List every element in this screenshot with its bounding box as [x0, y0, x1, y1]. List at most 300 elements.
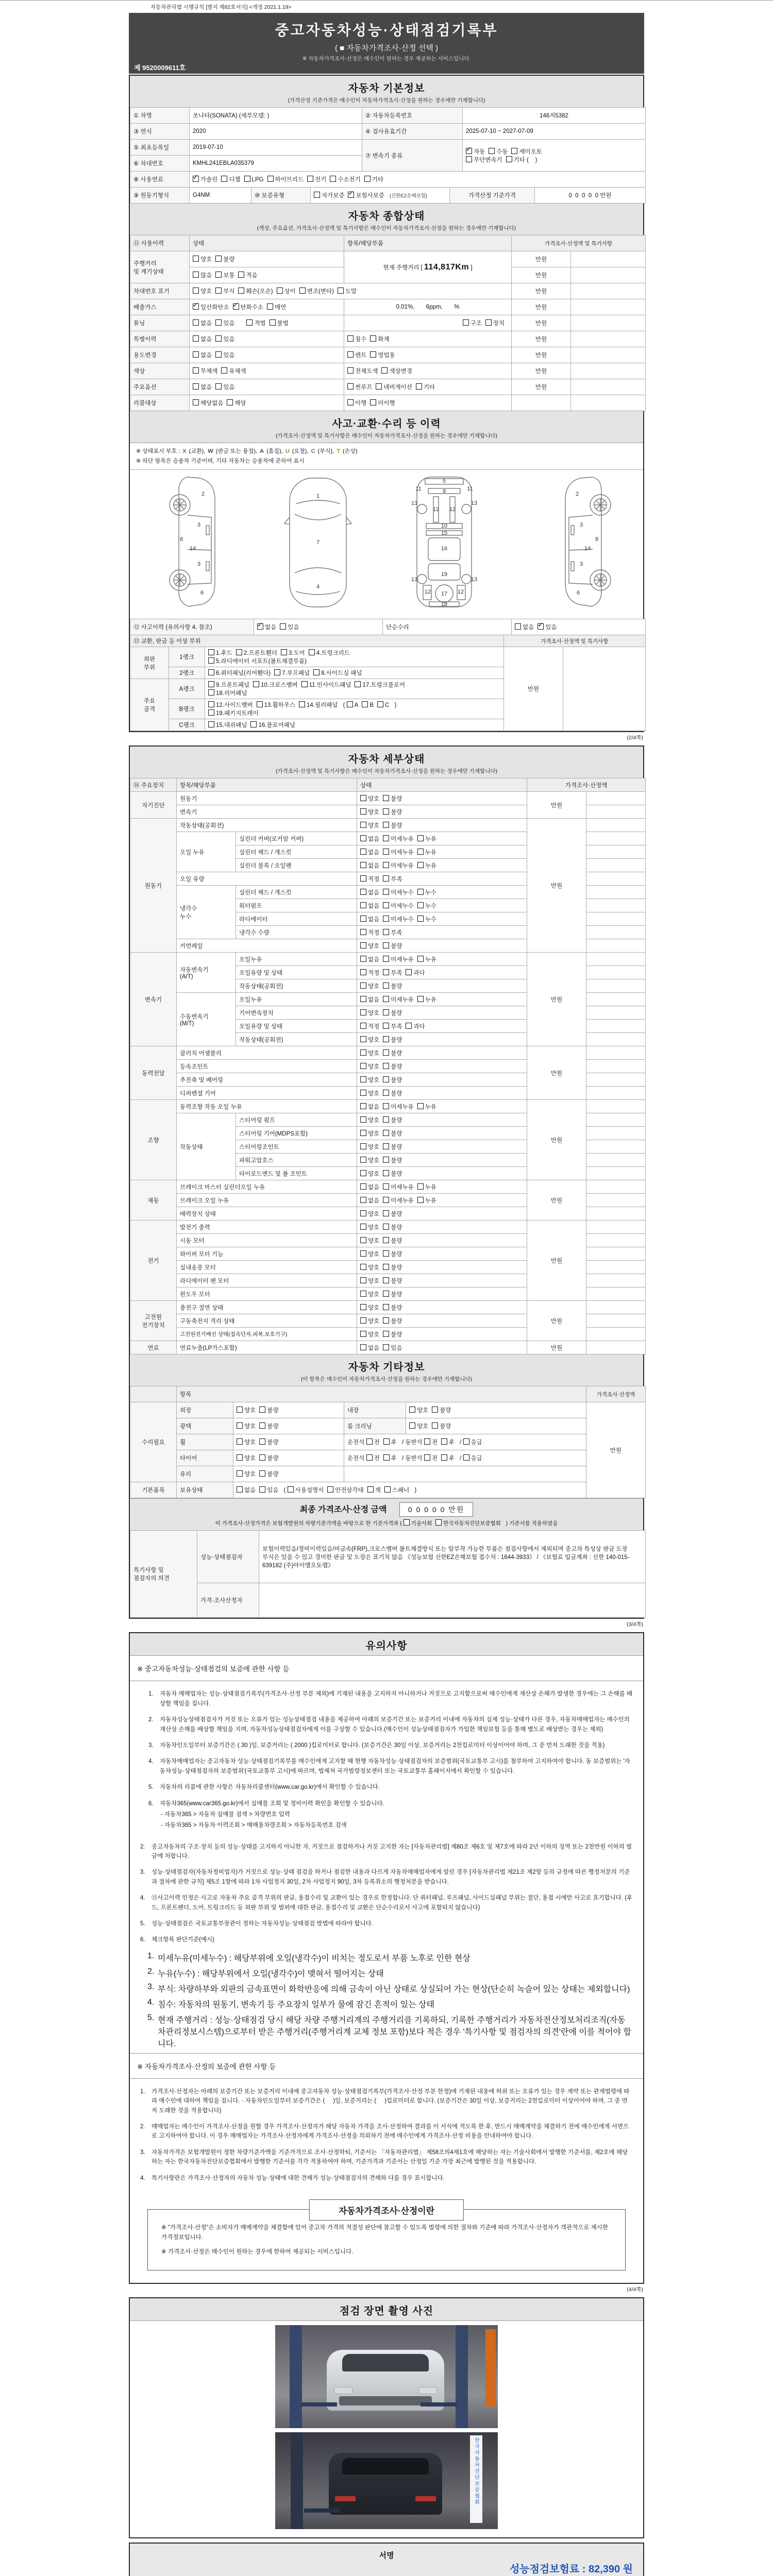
- checkbox-cell: [205, 719, 504, 731]
- checkbox-option[interactable]: [432, 1406, 451, 1414]
- checkbox-option[interactable]: [244, 176, 264, 183]
- checkbox-label: 미세누수: [391, 889, 414, 896]
- checkbox-cell: [233, 1402, 344, 1418]
- unchecked-box-icon: [360, 1317, 366, 1324]
- unchecked-box-icon: [406, 1023, 412, 1029]
- checkbox-option[interactable]: [383, 1036, 402, 1044]
- checkbox-option[interactable]: [360, 1076, 379, 1084]
- checkbox-option[interactable]: [383, 1223, 402, 1231]
- checkbox-option[interactable]: [383, 1129, 402, 1138]
- checkbox-option[interactable]: [360, 1103, 379, 1111]
- checkbox-option[interactable]: [417, 848, 436, 856]
- checkbox-option[interactable]: [360, 1062, 379, 1071]
- checkbox-option[interactable]: [360, 835, 379, 843]
- checkbox-option[interactable]: [383, 1089, 402, 1097]
- table-cell: 스티어링조인트: [236, 1140, 357, 1154]
- checkbox-option[interactable]: [381, 367, 412, 375]
- unchecked-box-icon: [417, 996, 424, 1002]
- checkbox-option[interactable]: [360, 794, 379, 803]
- checkbox-option[interactable]: [384, 1486, 409, 1494]
- checkbox-option[interactable]: [193, 351, 212, 359]
- checkbox-option[interactable]: [347, 335, 366, 343]
- unchecked-box-icon: [360, 1103, 366, 1109]
- checkbox-option[interactable]: [383, 995, 413, 1004]
- checkbox-option[interactable]: [383, 1156, 402, 1164]
- checkbox-label: 양호: [368, 1224, 380, 1231]
- checkbox-option[interactable]: [360, 969, 379, 977]
- checkbox-label: 구조: [470, 320, 482, 327]
- checkbox-label: 15.대쉬패널: [216, 722, 247, 729]
- checkbox-option[interactable]: [383, 1303, 402, 1312]
- checkbox-option[interactable]: [383, 1143, 402, 1151]
- checkbox-option[interactable]: [246, 319, 265, 327]
- checkbox-option[interactable]: [193, 399, 223, 407]
- checkbox-option[interactable]: [360, 955, 379, 963]
- table-cell: 파워고압호스: [236, 1154, 357, 1167]
- checkbox-option[interactable]: [511, 147, 542, 156]
- checkbox-option[interactable]: [347, 399, 366, 407]
- checkbox-option[interactable]: [417, 1196, 436, 1205]
- checkbox-option[interactable]: [288, 1486, 324, 1494]
- unchecked-box-icon: [309, 649, 315, 655]
- checkbox-option[interactable]: [489, 147, 508, 156]
- checkbox-option[interactable]: [383, 1344, 402, 1352]
- checkbox-option[interactable]: [417, 888, 436, 896]
- checkbox-option[interactable]: [417, 955, 436, 963]
- checkbox-option[interactable]: [360, 1009, 379, 1017]
- unchecked-box-icon: [360, 929, 366, 935]
- checked-box-icon: [233, 303, 239, 310]
- checkbox-option[interactable]: [193, 383, 212, 391]
- table-cell: 연료누출(LP가스포함): [177, 1341, 357, 1354]
- checkbox-option[interactable]: [360, 861, 379, 870]
- unchecked-box-icon: [227, 399, 233, 405]
- checkbox-option[interactable]: [215, 287, 234, 295]
- checkbox-option[interactable]: [383, 1009, 402, 1017]
- checkbox-option[interactable]: [383, 835, 413, 843]
- checkbox-option[interactable]: [215, 255, 234, 263]
- checkbox-option[interactable]: [299, 701, 338, 709]
- checkbox-option[interactable]: [463, 1438, 482, 1446]
- final-price-band: [130, 1498, 643, 1531]
- checkbox-option[interactable]: [360, 928, 379, 937]
- price-cell: 만원: [512, 299, 571, 315]
- checkbox-option[interactable]: [360, 1170, 379, 1178]
- checkbox-label: 보험사보증: [356, 193, 384, 199]
- table-cell: 오일유량 및 상태: [236, 1020, 357, 1033]
- checkbox-option[interactable]: [193, 271, 212, 279]
- checkbox-option[interactable]: [360, 1303, 379, 1312]
- checkbox-option[interactable]: [238, 287, 273, 295]
- checkbox-option[interactable]: [360, 1129, 379, 1138]
- checkbox-option[interactable]: [215, 335, 234, 343]
- checkbox-option[interactable]: [441, 1438, 455, 1446]
- checkbox-option[interactable]: [463, 319, 482, 327]
- workshop-banner-icon: [485, 2329, 496, 2406]
- checkbox-option[interactable]: [376, 383, 412, 391]
- checkbox-option[interactable]: [360, 1344, 379, 1352]
- checkbox-option[interactable]: [227, 399, 246, 407]
- checkbox-cell: [357, 1113, 527, 1127]
- table-cell: 구동축전지 격리 상태: [177, 1314, 357, 1328]
- checkbox-option[interactable]: [347, 367, 378, 375]
- checkbox-option[interactable]: [280, 623, 299, 631]
- table-cell: 가격조사·산정액: [527, 778, 646, 792]
- checkbox-label: 세미오토: [519, 148, 542, 155]
- checkbox-option[interactable]: [208, 681, 249, 689]
- checkbox-option[interactable]: [330, 175, 360, 183]
- checkbox-option[interactable]: [208, 649, 232, 657]
- checkbox-option[interactable]: [383, 902, 413, 910]
- checkbox-option[interactable]: [383, 1170, 402, 1178]
- checkbox-cell: [357, 1154, 527, 1167]
- checkbox-option[interactable]: [417, 995, 436, 1004]
- checkbox-option[interactable]: [463, 1454, 482, 1462]
- checkbox-option[interactable]: [327, 1486, 364, 1494]
- notice-subitem: 1. 미세누유(미세누수) : 해당부위에 오일(냉각수)이 비치는 정도로서 부품 노후로 인한 현상: [147, 1951, 470, 1963]
- checkbox-option[interactable]: [383, 821, 402, 829]
- checkbox-option[interactable]: [259, 1454, 278, 1462]
- table-cell: [586, 1234, 646, 1247]
- checkbox-option[interactable]: [193, 303, 229, 311]
- checkbox-option[interactable]: [377, 701, 389, 708]
- table-cell: [586, 1274, 646, 1287]
- checkbox-option[interactable]: [432, 1422, 451, 1430]
- checkbox-option[interactable]: [383, 1103, 413, 1111]
- inspection-photo-front: [275, 2325, 498, 2428]
- checkbox-option[interactable]: [215, 319, 234, 327]
- checkbox-option[interactable]: [383, 1438, 397, 1446]
- checkbox-option[interactable]: [237, 1406, 256, 1414]
- checkbox-cell: [357, 1261, 527, 1274]
- unchecked-box-icon: [347, 351, 354, 358]
- checkbox-option[interactable]: [347, 701, 359, 708]
- checkbox-label: 훼손(오손): [246, 289, 273, 295]
- checkbox-option[interactable]: [348, 191, 384, 199]
- checkbox-option[interactable]: [416, 383, 435, 391]
- checkbox-option[interactable]: [370, 399, 395, 407]
- checkbox-option[interactable]: [417, 835, 436, 843]
- checkbox-option[interactable]: [193, 287, 212, 295]
- checkbox-option[interactable]: [208, 669, 271, 677]
- checkbox-option[interactable]: [383, 1250, 402, 1258]
- checkbox-option[interactable]: [257, 623, 276, 631]
- checkbox-option[interactable]: [360, 1277, 379, 1285]
- checkbox-option[interactable]: [406, 1022, 425, 1030]
- checkbox-option[interactable]: [435, 1519, 501, 1527]
- checkbox-option[interactable]: [441, 1454, 455, 1462]
- checkbox-option[interactable]: [360, 1183, 379, 1191]
- checkbox-option[interactable]: [417, 902, 436, 910]
- checkbox-option[interactable]: [406, 969, 425, 977]
- checkbox-label: 적정: [368, 929, 380, 936]
- checkbox-option[interactable]: [383, 861, 413, 870]
- checkbox-option[interactable]: [208, 657, 307, 665]
- checkbox-option[interactable]: [360, 1049, 379, 1057]
- checkbox-option[interactable]: [299, 287, 334, 295]
- checkbox-option[interactable]: [360, 821, 379, 829]
- checkbox-option[interactable]: [193, 319, 212, 327]
- checkbox-label: 상이: [284, 289, 296, 295]
- checkbox-label: 유채색: [229, 368, 246, 375]
- checkbox-option[interactable]: [506, 156, 537, 164]
- checkbox-option[interactable]: [238, 271, 257, 279]
- checkbox-option[interactable]: [208, 701, 253, 709]
- unchecked-box-icon: [383, 1116, 389, 1123]
- checkbox-option[interactable]: [409, 1422, 428, 1430]
- checkbox-option[interactable]: [383, 1183, 413, 1191]
- checkbox-option[interactable]: [360, 848, 379, 856]
- checkbox-option[interactable]: [360, 1290, 379, 1298]
- unchecked-box-icon: [383, 1036, 389, 1042]
- checkbox-option[interactable]: [417, 1103, 436, 1111]
- checkbox-option[interactable]: [360, 1223, 379, 1231]
- checkbox-option[interactable]: [208, 689, 247, 697]
- checkbox-option[interactable]: [383, 982, 402, 990]
- checkbox-option[interactable]: [259, 1470, 278, 1478]
- checkbox-option[interactable]: [360, 808, 379, 816]
- checkbox-option[interactable]: [253, 681, 298, 689]
- checkbox-option[interactable]: [383, 915, 413, 923]
- checkbox-option[interactable]: [383, 1454, 397, 1462]
- checkbox-option[interactable]: [360, 1196, 379, 1205]
- checkbox-option[interactable]: [383, 1196, 413, 1205]
- checkbox-option[interactable]: [250, 721, 295, 729]
- checkbox-option[interactable]: [221, 367, 246, 375]
- checkbox-option[interactable]: [360, 1330, 379, 1338]
- checkbox-option[interactable]: [383, 1049, 402, 1057]
- checkbox-option[interactable]: [360, 1210, 379, 1218]
- checkbox-option[interactable]: [360, 1116, 379, 1124]
- checkbox-option[interactable]: [383, 1076, 402, 1084]
- checkbox-option[interactable]: [237, 1470, 256, 1478]
- notice-item: 2. 매매업자는 매수인이 가격조사·산정을 원할 경우 가격조사·산정자가 해당 자동차 가격을 조사·산정하여 결과를 이 서식에 적도록 한 후, 반드시 매매계약을 체결하기 전에 매수인에게 서면으로 고지하여야 합니다. 이 경우 매매업자는 가격조사·산정자에게 가격조사·산정을 의뢰하기 전에 매수인에게 가격조사·산정 비용을 안내하여야 합니다.: [140, 2123, 629, 2140]
- checkbox-option[interactable]: [259, 1486, 278, 1494]
- checkbox-option[interactable]: [338, 287, 357, 295]
- checkbox-option[interactable]: [360, 995, 379, 1004]
- checkbox-option[interactable]: [360, 1156, 379, 1164]
- checkbox-option[interactable]: [360, 982, 379, 990]
- checkbox-option[interactable]: [360, 1250, 379, 1258]
- checkbox-option[interactable]: [193, 255, 212, 263]
- checkbox-option[interactable]: [313, 669, 362, 677]
- checkbox-option[interactable]: [417, 1183, 436, 1191]
- unchecked-box-icon: [370, 351, 376, 358]
- checkbox-option[interactable]: [409, 1406, 428, 1414]
- table-cell: 튜닝: [130, 315, 190, 331]
- unchecked-box-icon: [360, 1116, 366, 1123]
- checkbox-option[interactable]: [383, 1210, 402, 1218]
- checkbox-option[interactable]: [307, 175, 326, 183]
- appraiser-comment: [259, 1583, 646, 1618]
- checkbox-option[interactable]: [360, 888, 379, 896]
- checkbox-option[interactable]: [383, 928, 402, 937]
- table-cell: 가격조사·산정액 및 특기사항: [512, 235, 646, 251]
- checkbox-option[interactable]: [383, 1330, 402, 1338]
- checkbox-option[interactable]: [466, 147, 485, 156]
- checkbox-option[interactable]: [366, 1438, 380, 1446]
- checkbox-label: 과다: [413, 1023, 425, 1030]
- checkbox-option[interactable]: [364, 175, 383, 183]
- group-engine: 원동기: [130, 819, 177, 953]
- checkbox-option[interactable]: [193, 175, 217, 183]
- checkbox-option[interactable]: [360, 1317, 379, 1325]
- unchecked-box-icon: [383, 1454, 390, 1461]
- checkbox-option[interactable]: [221, 175, 240, 183]
- checkbox-option[interactable]: [236, 649, 277, 657]
- notice-item: 6. 자동차365(www.car365.go.kr)에서 실매물 조회 및 정비이력 확인을 확인할 수 있습니다. - 자동차365 > 자동차 실매물 검색 > 차량번호 입력 - 자동차365 > 자동차 이력조회 > 매매용차량조회 > 자동차등록번호 검색: [148, 1799, 633, 1831]
- checkbox-option[interactable]: [193, 335, 212, 343]
- checkbox-option[interactable]: [537, 623, 557, 631]
- checkbox-option[interactable]: [301, 681, 351, 689]
- table-cell: 항목/해당부품: [177, 778, 357, 792]
- checkbox-option[interactable]: [383, 1277, 402, 1285]
- checkbox-option[interactable]: [360, 875, 379, 883]
- checkbox-label: 불량: [267, 1471, 279, 1478]
- checkbox-option[interactable]: [383, 1290, 402, 1298]
- checkbox-option[interactable]: [267, 175, 304, 183]
- first-registration-date: 2019-07-10: [190, 140, 362, 156]
- diagram-part-number: 12: [432, 506, 440, 513]
- checkbox-option[interactable]: [215, 271, 234, 279]
- unchecked-box-icon: [355, 681, 361, 687]
- checkbox-option[interactable]: [383, 942, 402, 950]
- checkbox-option[interactable]: [215, 383, 234, 391]
- checkbox-option[interactable]: [355, 681, 405, 689]
- checkbox-label: 양호: [368, 943, 380, 950]
- checkbox-option[interactable]: [417, 861, 436, 870]
- checkbox-option[interactable]: [360, 915, 379, 923]
- checkbox-option[interactable]: [383, 1116, 402, 1124]
- checkbox-option[interactable]: [383, 955, 413, 963]
- page-marker-2: (2/4쪽): [627, 735, 643, 741]
- checkbox-option[interactable]: [383, 1022, 402, 1030]
- checkbox-option[interactable]: [360, 902, 379, 910]
- checkbox-option[interactable]: [360, 1236, 379, 1245]
- checkbox-option[interactable]: [270, 319, 289, 327]
- checkbox-option[interactable]: [233, 303, 263, 311]
- checkbox-option[interactable]: [424, 1454, 438, 1462]
- unchecked-box-icon: [383, 1277, 389, 1283]
- checkbox-option[interactable]: [208, 721, 247, 729]
- checkbox-option[interactable]: [314, 191, 344, 199]
- checkbox-option[interactable]: [274, 669, 310, 677]
- table-cell: 충전구 절연 상태: [177, 1301, 357, 1314]
- checkbox-option[interactable]: [215, 351, 234, 359]
- checkbox-option[interactable]: [281, 649, 305, 657]
- checkbox-option[interactable]: [383, 1236, 402, 1245]
- fuel-table: [130, 171, 646, 188]
- notice-subline: - 자동차365 > 자동차 이력조회 > 매매용차량조회 > 자동차등록번호 검색: [161, 1822, 347, 1829]
- checkbox-option[interactable]: [237, 1454, 256, 1462]
- overall-note: (색상, 주요옵션, 가격조사·산정액 및 특기사항은 매수인이 자동차가격조사·산정을 원하는 경우에만 기재합니다): [257, 225, 516, 231]
- checkbox-option[interactable]: [347, 383, 372, 391]
- checkbox-option[interactable]: [237, 1438, 256, 1446]
- checkbox-label: 미세누유: [391, 996, 414, 1003]
- checkbox-option[interactable]: [208, 709, 259, 717]
- checkbox-option[interactable]: [424, 1438, 438, 1446]
- checkbox-label: 후: [391, 1455, 397, 1462]
- diagram-part-number: 6: [200, 590, 204, 597]
- checkbox-option[interactable]: [193, 367, 217, 375]
- unchecked-box-icon: [259, 1486, 265, 1493]
- checkbox-option[interactable]: [267, 303, 286, 311]
- unchecked-box-icon: [360, 1197, 366, 1203]
- checkbox-option[interactable]: [360, 1263, 379, 1272]
- signature-band: [129, 2543, 644, 2576]
- checkbox-cell: [406, 1402, 586, 1418]
- checkbox-option[interactable]: [362, 701, 374, 708]
- checkbox-option[interactable]: [383, 1062, 402, 1071]
- checkbox-option[interactable]: [383, 1263, 402, 1272]
- checkbox-option[interactable]: [366, 1454, 380, 1462]
- table-cell: 작동상태(공회전): [236, 979, 357, 993]
- checkbox-option[interactable]: [370, 351, 395, 359]
- checkbox-label: 변조(변타): [307, 289, 334, 295]
- section-page2: [129, 745, 644, 1619]
- checked-box-icon: [537, 623, 544, 630]
- checkbox-option[interactable]: [360, 1089, 379, 1097]
- unchecked-box-icon: [485, 319, 492, 326]
- price-cell: 만원: [512, 315, 571, 331]
- checkbox-option[interactable]: [360, 1036, 379, 1044]
- checkbox-option[interactable]: [347, 351, 366, 359]
- checkbox-option[interactable]: [259, 1406, 278, 1414]
- checkbox-option[interactable]: [383, 794, 402, 803]
- checkbox-option[interactable]: [383, 969, 402, 977]
- checkbox-label: 렌트: [355, 352, 367, 359]
- checkbox-option[interactable]: [383, 1317, 402, 1325]
- checkbox-label: 기타 ( ): [513, 157, 537, 163]
- checkbox-option[interactable]: [370, 335, 389, 343]
- checkbox-option[interactable]: [360, 1143, 379, 1151]
- checkbox-option[interactable]: [237, 1422, 256, 1430]
- checkbox-option[interactable]: [383, 848, 413, 856]
- checkbox-option[interactable]: [485, 319, 505, 327]
- checkbox-option[interactable]: [360, 1022, 379, 1030]
- unchecked-box-icon: [288, 1486, 294, 1493]
- checkbox-option[interactable]: [237, 1486, 256, 1494]
- checkbox-label: 과다: [413, 970, 425, 976]
- table-cell: 배출가스: [130, 299, 190, 315]
- checkbox-option[interactable]: [466, 156, 502, 164]
- checkbox-option[interactable]: [257, 701, 295, 709]
- unchecked-box-icon: [463, 1438, 469, 1445]
- checkbox-option[interactable]: [309, 649, 350, 657]
- checkbox-option[interactable]: [277, 287, 296, 295]
- table-cell: [586, 1221, 646, 1234]
- checkbox-option[interactable]: [515, 623, 534, 631]
- checkbox-option[interactable]: [404, 1519, 432, 1527]
- checkbox-option[interactable]: [360, 942, 379, 950]
- checkbox-label: 전: [431, 1439, 438, 1446]
- checkbox-option[interactable]: [417, 915, 436, 923]
- checkbox-option[interactable]: [259, 1422, 278, 1430]
- overall-state-table: [130, 235, 646, 411]
- checkbox-option[interactable]: [259, 1438, 278, 1446]
- checkbox-option[interactable]: [383, 888, 413, 896]
- rear-window-shape: [342, 2458, 429, 2475]
- table-cell: 커먼레일: [177, 939, 357, 953]
- checkbox-option[interactable]: [367, 1486, 381, 1494]
- unchecked-box-icon: [383, 996, 389, 1002]
- diagram-part-number: 15: [441, 530, 448, 537]
- checkbox-option[interactable]: [383, 808, 402, 816]
- checkbox-label: 불량: [391, 1117, 402, 1124]
- checkbox-option[interactable]: [383, 875, 402, 883]
- unchecked-box-icon: [313, 669, 320, 675]
- checkbox-label: 있음: [223, 352, 235, 359]
